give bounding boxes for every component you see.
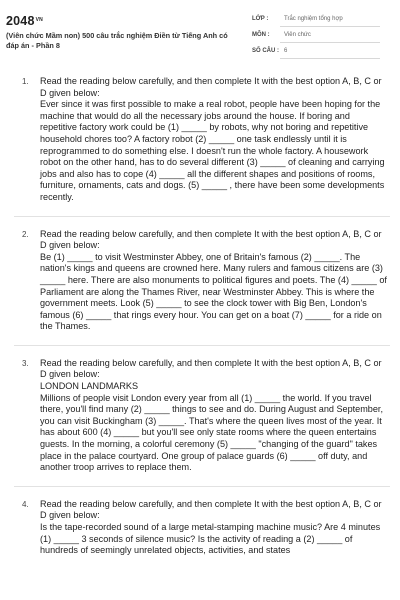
meta-class-value: Trắc nghiệm tổng hợp <box>284 16 343 22</box>
question-instruction: Read the reading below carefully, and then complete It with the best option A, B, C or D given below: <box>40 357 382 380</box>
question-item <box>0 76 400 204</box>
meta-class-underline <box>280 26 380 27</box>
meta-class <box>252 16 343 22</box>
question-passage: Is the tape-recorded sound of a large metal-stamping machine music? Are 4 minutes (1) _____ 3 seconds of silence music? Is the activity of reading a (2) _____ of hundreds of seemingly unrelated objects, activities, and states <box>40 522 381 556</box>
meta-class-key: LỚP : <box>252 16 269 22</box>
passage-heading: LONDON LANDMARKS <box>40 381 139 392</box>
question-number: 2. <box>22 229 29 239</box>
question-number: 4. <box>22 499 29 509</box>
document-header <box>0 0 400 68</box>
meta-count-key: SỐ CÂU : <box>252 48 279 54</box>
question-list <box>0 76 400 557</box>
question-instruction: Read the reading below carefully, and then complete It with the best option A, B, C or D given below: <box>40 76 382 98</box>
meta-count-value: 6 <box>284 48 288 54</box>
meta-subject <box>252 32 311 38</box>
meta-subject-key: MÔN : <box>252 32 270 38</box>
question-item <box>0 358 400 474</box>
document-title: (Viên chức Mầm non) 500 câu trắc nghiệm Điền từ Tiếng Anh có đáp án - Phần 8 <box>6 31 228 50</box>
question-divider <box>14 216 390 217</box>
question-passage: Millions of people visit London every year from all (1) _____ the world. If you travel there, you'll find many (2) _____ things to see and do. During August and September, you can visit Buckingham (3) _____. That's where the queen lives most of the year. It has about 600 (4) _____ but you'll see only state rooms where the queen entertains guests. In the morning, a colorful ceremony (5) _____ "changing of the guard" takes place in the palace courtyard. One group of palace guards (6) _____ off duty, and another troop arrives to replace them. <box>40 392 383 473</box>
site-logo[interactable] <box>6 14 43 28</box>
meta-subject-value: Viên chức <box>284 32 311 38</box>
question-instruction: Read the reading below carefully, and then complete It with the best option A, B, C or D given below: <box>40 228 382 251</box>
question-passage: Be (1) _____ to visit Westminster Abbey, one of Britain's famous (2) _____. The nation's kings and queens are crowned here. Many rulers and famous citizens are (3) _____ here. There are also monuments to political figures and poets. The (4) _____ of Parliament are along the Thames River, near Westminster Abbey. This is where the government meets. Look (5) _____ to see the clock tower with Big Ben, London's famous (6) _____ that rings every hour. You can get on a boat (7) _____ for a ride on the Thames. <box>40 251 387 332</box>
meta-subject-underline <box>280 42 380 43</box>
question-item <box>0 229 400 333</box>
meta-count <box>252 48 287 54</box>
question-item <box>0 499 400 557</box>
logo-text: 2048 <box>6 14 35 28</box>
meta-count-underline <box>280 58 380 59</box>
question-instruction: Read the reading below carefully, and then complete It with the best option A, B, C or D given below: <box>40 498 382 521</box>
question-number: 3. <box>22 358 29 368</box>
question-passage: Ever since it was first possible to make a real robot, people have been hoping for the machine that would do all the necessary jobs around the house. If boring and repetitive factory work could be (1) _____ by robots, why not boring and repetitive household chores too? A factory robot (2) _____ one task endlessly until it is reprogrammed to do something else. I doesn't run the whole factory. A housework robot on the other hand, has to do several different (3) _____ of cleaning and carrying jobs and also has to cope (4) _____ all the different shapes and positions of rooms, furniture, ornaments, cats and dogs. (5) _____ , there have been some developments recently. <box>40 99 385 202</box>
question-number: 1. <box>22 77 29 86</box>
question-divider <box>14 486 390 487</box>
question-divider <box>14 345 390 346</box>
logo-suffix: VN <box>35 17 43 23</box>
